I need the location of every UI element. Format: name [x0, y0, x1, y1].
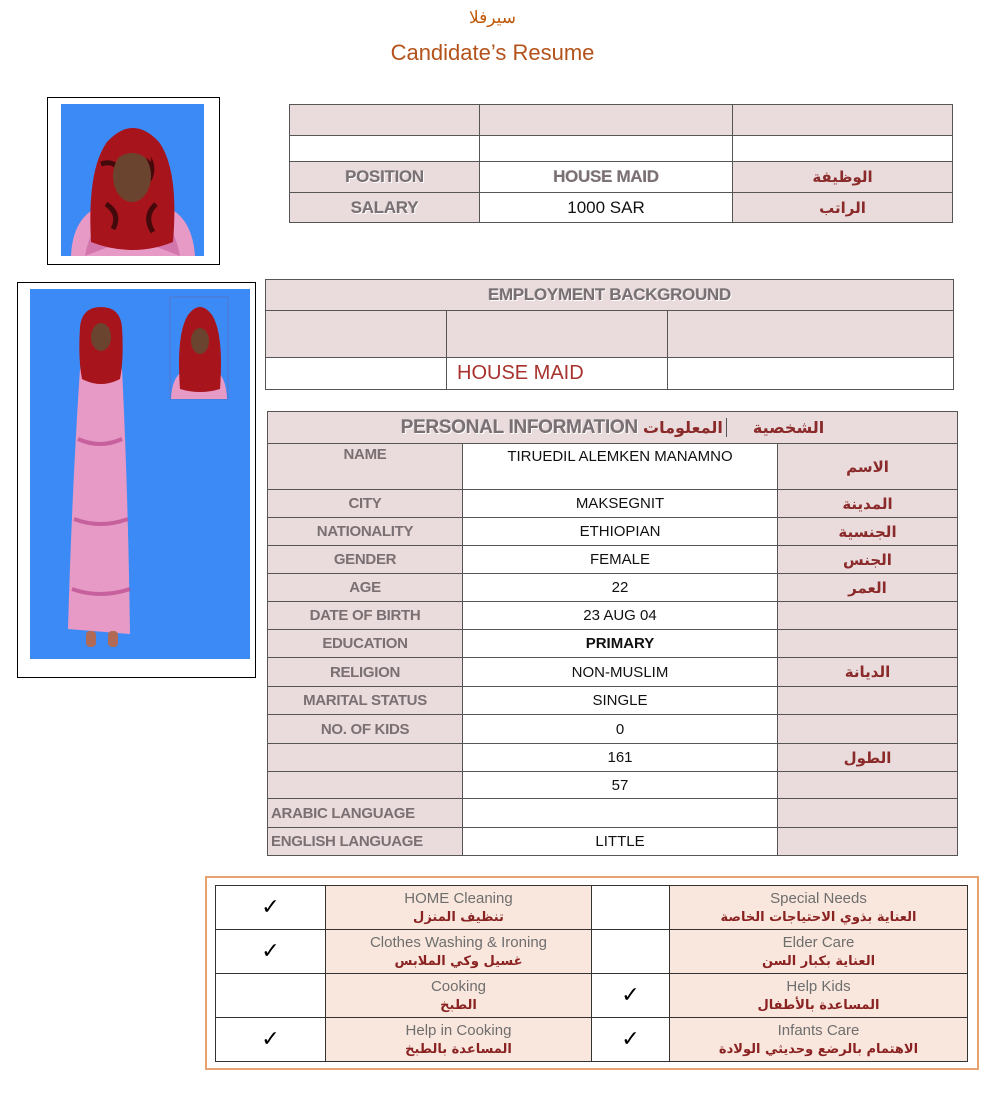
personal-value: 22	[463, 574, 778, 602]
personal-value: 161	[463, 744, 778, 772]
skill-right-en: Help Kids	[786, 977, 851, 995]
skill-right-en: Elder Care	[782, 933, 855, 951]
empty-cell	[480, 105, 733, 136]
personal-row	[268, 658, 958, 687]
skill-left-ar: غسيل وكي الملابس	[394, 953, 523, 969]
personal-label-ar	[778, 715, 958, 744]
personal-row	[268, 602, 958, 630]
skill-checkmark: ✓	[216, 1018, 326, 1062]
skills-table	[215, 885, 968, 1062]
skill-right	[670, 974, 968, 1018]
employment-table	[265, 279, 954, 390]
personal-label-ar	[778, 828, 958, 856]
personal-row	[268, 630, 958, 658]
personal-label-ar: الجنس	[778, 546, 958, 574]
personal-value: 57	[463, 772, 778, 799]
skill-right-ar: العناية بكبار السن	[761, 953, 876, 969]
skill-left-en: HOME Cleaning	[404, 889, 513, 907]
portrait-photo	[61, 104, 204, 256]
skill-checkmark: ✓	[592, 974, 670, 1018]
skill-right-ar: العناية بذوي الاحتياجات الخاصة	[720, 909, 917, 925]
personal-label: EDUCATION	[268, 630, 463, 658]
personal-row	[268, 799, 958, 828]
portrait-photo-frame	[47, 97, 220, 265]
personal-label: ARABIC LANGUAGE	[268, 799, 463, 828]
personal-label: DATE OF BIRTH	[268, 602, 463, 630]
empty-cell	[668, 311, 954, 358]
personal-row	[268, 518, 958, 546]
personal-label: MARITAL STATUS	[268, 687, 463, 715]
salary-label-ar: الراتب	[733, 193, 953, 223]
personal-heading-en: PERSONAL INFORMATION	[400, 416, 638, 438]
personal-row	[268, 546, 958, 574]
skills-row	[216, 886, 968, 930]
personal-value: SINGLE	[463, 687, 778, 715]
personal-label: ENGLISH LANGUAGE	[268, 828, 463, 856]
position-label: POSITION	[290, 162, 480, 193]
personal-row	[268, 772, 958, 799]
personal-value: LITTLE	[463, 828, 778, 856]
skill-right-en: Special Needs	[770, 889, 867, 907]
skill-right-ar: الاهتمام بالرضع وحديثي الولادة	[718, 1041, 919, 1057]
empty-cell	[266, 311, 447, 358]
personal-value: MAKSEGNIT	[463, 490, 778, 518]
personal-row	[268, 490, 958, 518]
personal-row	[268, 687, 958, 715]
personal-label: NATIONALITY	[268, 518, 463, 546]
personal-row	[268, 744, 958, 772]
empty-cell	[447, 311, 668, 358]
personal-label-ar	[778, 772, 958, 799]
skill-checkmark	[216, 974, 326, 1018]
empty-cell	[733, 136, 953, 162]
skills-row	[216, 1018, 968, 1062]
personal-label: NAME	[268, 444, 463, 490]
full-body-photo-frame	[17, 282, 256, 678]
skill-checkmark: ✓	[216, 930, 326, 974]
employment-heading: EMPLOYMENT BACKGROUND	[266, 280, 954, 311]
personal-label-ar: العمر	[778, 574, 958, 602]
empty-cell	[668, 358, 954, 390]
skill-left-ar: تنظيف المنزل	[413, 909, 504, 925]
personal-label-ar: الديانة	[778, 658, 958, 687]
skills-row	[216, 974, 968, 1018]
personal-label	[268, 772, 463, 799]
personal-label: RELIGION	[268, 658, 463, 687]
personal-value	[463, 799, 778, 828]
personal-label: GENDER	[268, 546, 463, 574]
skill-checkmark: ✓	[216, 886, 326, 930]
personal-value: ETHIOPIAN	[463, 518, 778, 546]
salary-label: SALARY	[290, 193, 480, 223]
full-body-photo	[30, 289, 250, 659]
personal-value: NON-MUSLIM	[463, 658, 778, 687]
skill-left-ar: المساعدة بالطبخ	[405, 1041, 512, 1057]
skill-left	[326, 974, 592, 1018]
empty-cell	[480, 136, 733, 162]
skills-panel	[205, 876, 979, 1070]
skill-left	[326, 1018, 592, 1062]
personal-value: 23 AUG 04	[463, 602, 778, 630]
personal-value: FEMALE	[463, 546, 778, 574]
page-title: Candidate’s Resume	[390, 40, 595, 65]
personal-label: CITY	[268, 490, 463, 518]
personal-heading	[268, 412, 958, 444]
personal-info-table	[267, 411, 958, 856]
skill-left	[326, 886, 592, 930]
empty-cell	[733, 105, 953, 136]
empty-cell	[290, 136, 480, 162]
agency-logo: سيرفلا	[468, 8, 517, 28]
skill-right	[670, 886, 968, 930]
personal-label-ar: المدينة	[778, 490, 958, 518]
skill-left-ar: الطبخ	[440, 997, 477, 1013]
empty-cell	[266, 358, 447, 390]
personal-row	[268, 574, 958, 602]
skill-right	[670, 930, 968, 974]
empty-cell	[290, 105, 480, 136]
personal-value: 0	[463, 715, 778, 744]
personal-label: AGE	[268, 574, 463, 602]
skill-right-en: Infants Care	[777, 1021, 860, 1039]
personal-label-ar	[778, 630, 958, 658]
skill-checkmark	[592, 930, 670, 974]
skill-right	[670, 1018, 968, 1062]
position-value: HOUSE MAID	[480, 162, 733, 193]
skill-left-en: Help in Cooking	[405, 1021, 512, 1039]
position-table	[289, 104, 953, 223]
personal-row	[268, 828, 958, 856]
skill-checkmark: ✓	[592, 1018, 670, 1062]
personal-row	[268, 715, 958, 744]
personal-label-ar: الاسم	[778, 444, 958, 490]
personal-heading-ar-2: الشخصية	[752, 417, 825, 437]
personal-value: TIRUEDIL ALEMKEN MANAMNO	[463, 444, 778, 490]
skill-left-en: Clothes Washing & Ironing	[369, 933, 548, 951]
skill-right-ar: المساعدة بالأطفال	[757, 997, 880, 1013]
personal-label-ar	[778, 799, 958, 828]
personal-label	[268, 744, 463, 772]
personal-label: NO. OF KIDS	[268, 715, 463, 744]
skill-checkmark	[592, 886, 670, 930]
personal-row	[268, 444, 958, 490]
personal-label-ar: الطول	[778, 744, 958, 772]
personal-label-ar: الجنسية	[778, 518, 958, 546]
skill-left	[326, 930, 592, 974]
salary-value: 1000 SAR	[480, 193, 733, 223]
position-label-ar: الوظيفة	[733, 162, 953, 193]
employment-value: HOUSE MAID	[447, 358, 668, 390]
personal-label-ar	[778, 687, 958, 715]
personal-heading-ar-1: المعلومات	[643, 417, 723, 437]
personal-label-ar	[778, 602, 958, 630]
skills-row	[216, 930, 968, 974]
personal-value: PRIMARY	[463, 630, 778, 658]
skill-left-en: Cooking	[430, 977, 487, 995]
